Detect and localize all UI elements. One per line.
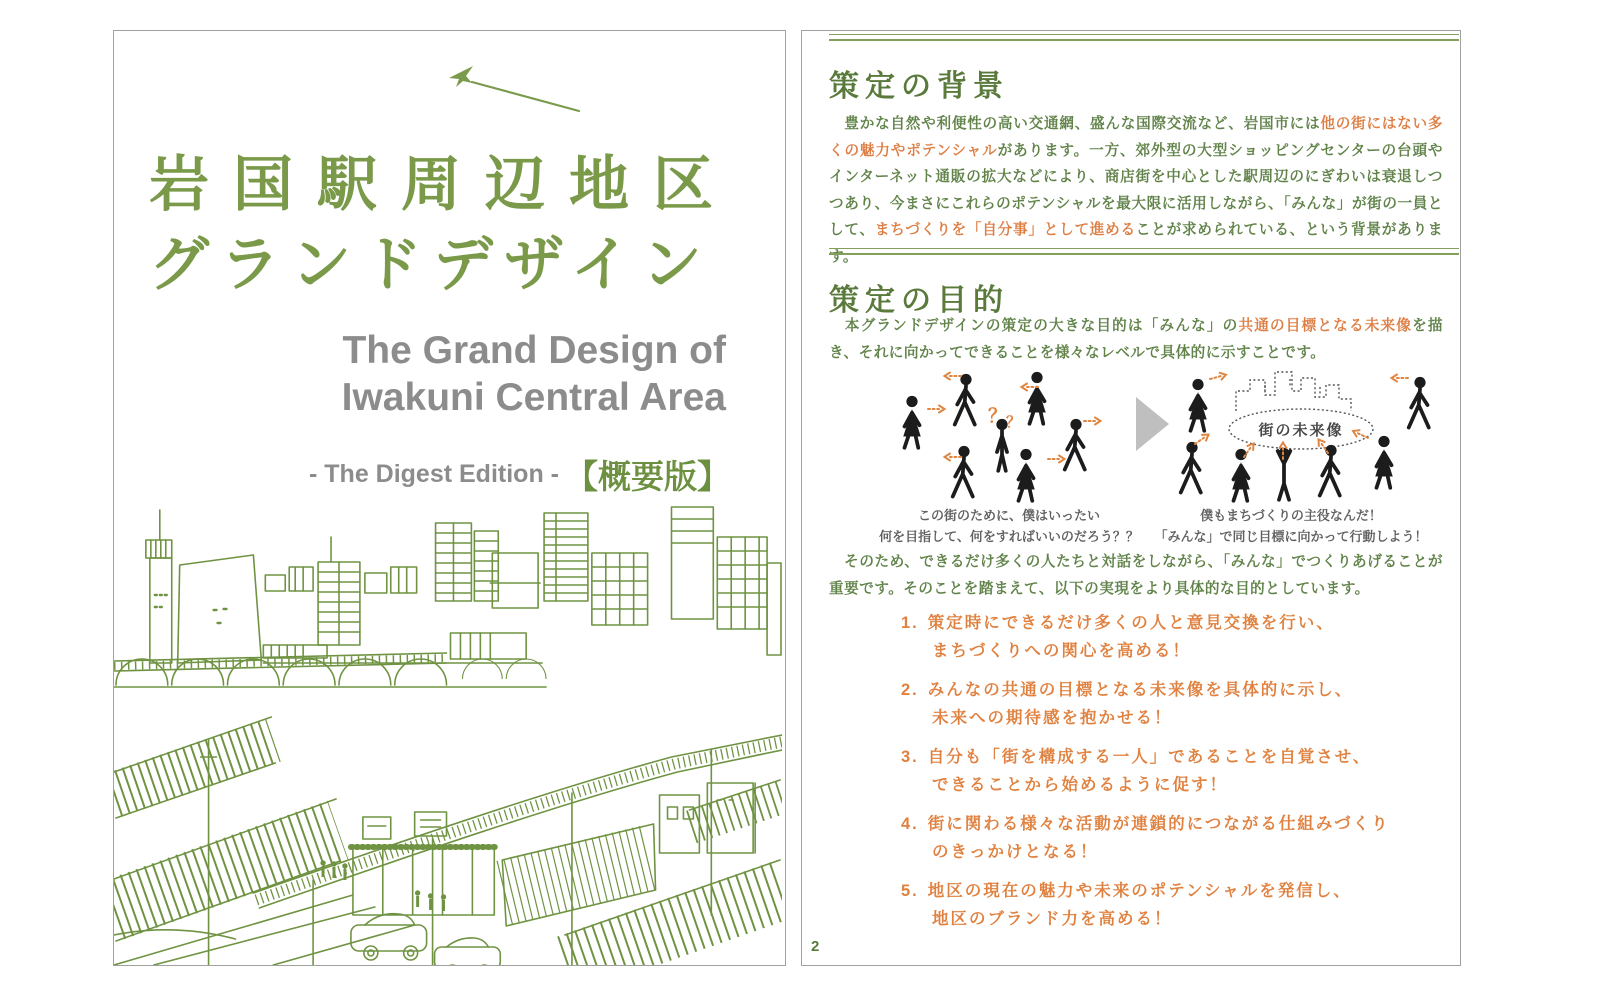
objective-text: できることから始めるように促す！ [932, 776, 1228, 794]
person-figure [1189, 379, 1207, 431]
objective-text: 街に関わる様々な活動が連鎖的につながる仕組みづくり [927, 815, 1390, 833]
united-crowd [1181, 371, 1429, 500]
section-heading-background: 策定の背景 [829, 69, 1009, 103]
direction-arrow [1193, 432, 1211, 447]
airplane-icon [439, 56, 599, 118]
question-mark: ？ [1006, 414, 1022, 431]
section-divider [829, 34, 1459, 41]
objective-text: まちづくりへの関心を高める！ [932, 642, 1191, 660]
right-illustration-caption [1136, 505, 1446, 547]
objective-text: みんなの共通の目標となる未来像を具体的に示し、 [927, 681, 1354, 699]
objective-text: 地区のブランド力を高める！ [932, 910, 1173, 928]
background-paragraph [829, 111, 1443, 271]
objective-number: 5. [901, 882, 919, 900]
objective-text: のきっかけとなる！ [932, 843, 1099, 861]
hatched-roofs-right [565, 780, 782, 965]
person-figure [955, 374, 975, 425]
person-figure [1278, 448, 1291, 500]
text-segment: を描き、それに向かってできることを様々なレベルで具体的に示すことです。 [829, 318, 1443, 361]
future-city-outline [1236, 372, 1351, 411]
section-divider [829, 248, 1459, 255]
page-number: 2 [811, 938, 820, 955]
person-figure [1320, 445, 1340, 496]
cars [351, 914, 500, 965]
text-segment: があります。一方、郊外型の大型ショッピングセンターの台頭やインターネット通販の拡大などにより、商店街を中心とした駅周辺のにぎわいは衰退しつつあり、今まさにこれらのポテンシャルを最大限に活用しながら、「みんな」が街の一員として、 [829, 142, 1443, 239]
text-segment: 他の街にはない多くの魅力やポテンシャル [829, 116, 1443, 159]
edition-row [264, 451, 730, 498]
arcade-arches [114, 653, 546, 687]
person-figure [903, 396, 921, 448]
direction-arrow [1392, 375, 1409, 382]
purpose-intro-paragraph [829, 313, 1443, 366]
direction-arrow [1048, 456, 1065, 463]
direction-arrow [1352, 428, 1370, 441]
edition-label-jp: 【概要版】 [565, 458, 730, 495]
elevated-walkway [253, 735, 782, 965]
cityscape-illustration [114, 495, 782, 965]
content-page [801, 30, 1461, 966]
objective-item [901, 877, 1441, 933]
direction-arrow [945, 373, 962, 380]
text-segment: 共通の目標となる未来像 [1238, 318, 1413, 334]
caption-line: この街のために、僕はいったい [917, 508, 1100, 523]
objective-item [901, 743, 1441, 799]
cover-title-line2: グランドデザイン [149, 231, 713, 298]
text-segment: そのため、できるだけ多くの人たちと対話をしながら、「みんな」でつくりあげることが重要です。そのことを踏まえて、以下の実現をより具体的な目的としています。 [829, 554, 1443, 597]
caption-line: 僕もまちづくりの主役なんだ！ [1200, 508, 1382, 523]
bubble-label: 街の未来像 [1258, 422, 1344, 439]
cover-subtitle-line2: Iwakuni Central Area [341, 376, 726, 419]
person-figure [1017, 449, 1035, 501]
text-segment: ことが求められている、という背景があります。 [829, 222, 1443, 265]
direction-arrow [945, 454, 962, 461]
objective-text: 未来への期待感を抱かせる！ [932, 709, 1173, 727]
edition-label-en: - The Digest Edition - [309, 460, 559, 488]
cover-title-line1: 岩国駅周辺地区 [149, 151, 737, 218]
person-figure [1232, 449, 1250, 501]
objective-text: 地区の現在の魅力や未来のポテンシャルを発信し、 [927, 882, 1352, 900]
direction-arrow [1084, 418, 1101, 425]
hatched-roofs-left [114, 717, 340, 965]
objective-number: 3. [901, 748, 919, 766]
skyline-buildings [146, 507, 781, 663]
person-figure [1028, 372, 1046, 424]
objective-item [901, 676, 1441, 732]
objective-number: 4. [901, 815, 919, 833]
text-segment: まちづくりを「自分事」として進める [874, 222, 1136, 239]
shop-fronts [351, 812, 496, 915]
objective-text: 策定時にできるだけ多くの人と意見交換を行い、 [927, 614, 1335, 632]
left-illustration-caption [854, 505, 1164, 547]
person-figure [1375, 436, 1393, 488]
cover-subtitle-line1: The Grand Design of [342, 329, 726, 372]
objectives-list [901, 609, 1441, 944]
objective-item [901, 810, 1441, 866]
objective-number: 1. [901, 614, 919, 632]
person-figure [1065, 419, 1085, 470]
caption-line: 「みんな」で同じ目標に向かって行動しよう！ [1154, 529, 1428, 544]
direction-arrow [928, 406, 945, 413]
objective-number: 2. [901, 681, 919, 699]
caption-line: 何を目指して、何をすればいいのだろう？？ [879, 529, 1139, 544]
person-figure [1181, 442, 1201, 493]
objective-item [901, 609, 1441, 665]
cover-subtitle-en [264, 327, 726, 421]
purpose-follow-up-paragraph [829, 549, 1443, 602]
person-figure [1409, 377, 1429, 428]
direction-arrow [1209, 371, 1227, 382]
confused-crowd [903, 372, 1100, 501]
objective-text: 自分も「街を構成する一人」であることを自覚させ、 [927, 748, 1372, 766]
transition-arrow [1136, 397, 1169, 451]
text-segment: 豊かな自然や利便性の高い交通網、盛んな国際交流など、岩国市には [829, 116, 1321, 132]
citizens-goal-illustration [820, 367, 1442, 507]
cover-page [113, 30, 786, 966]
text-segment: 本グランドデザインの策定の大きな目的は「みんな」の [829, 318, 1239, 334]
section-heading-purpose: 策定の目的 [829, 283, 1009, 317]
question-mark: ？ [988, 406, 1008, 427]
person-figure [953, 446, 973, 497]
